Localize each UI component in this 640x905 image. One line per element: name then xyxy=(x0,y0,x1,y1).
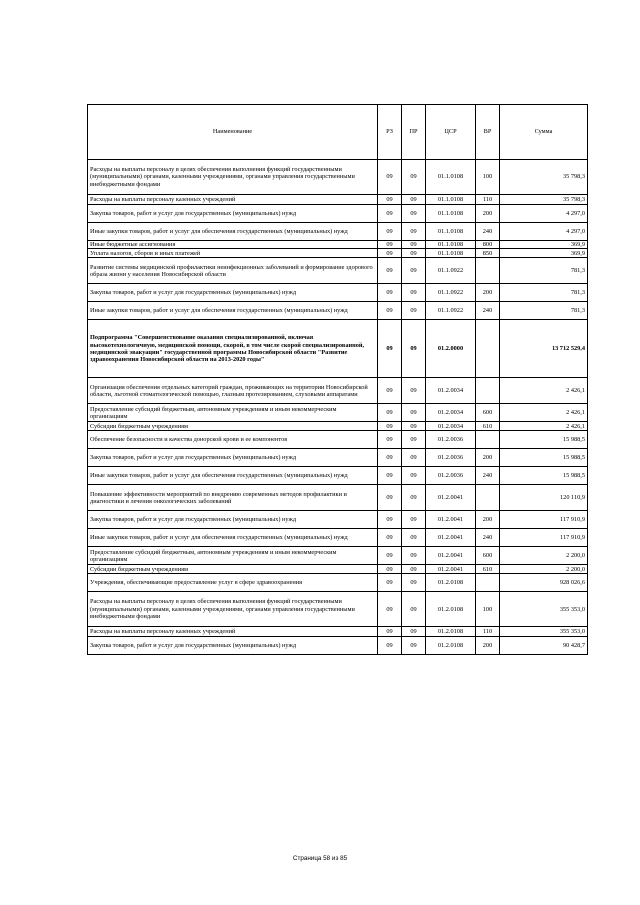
cell-name: Развитие системы медицинской профилактики неинфекционных заболеваний и формирование здорового образа жизни у населения Новосибирской области xyxy=(88,258,378,284)
cell-name: Иные закупки товаров, работ и услуг для обеспечения государственных (муниципальных) нужд xyxy=(88,223,378,241)
cell-sum: 781,3 xyxy=(500,302,588,320)
cell-pr: 09 xyxy=(402,431,426,449)
cell-csr: 01.2.0034 xyxy=(426,404,476,422)
cell-sum: 120 110,9 xyxy=(500,485,588,511)
cell-sum: 781,3 xyxy=(500,284,588,302)
cell-name: Учреждения, обеспечивающие предоставление услуг в сфере здравоохранения xyxy=(88,574,378,592)
header-csr: ЦСР xyxy=(426,105,476,160)
table-row xyxy=(88,547,588,565)
cell-sum: 13 712 529,4 xyxy=(500,320,588,378)
table-row xyxy=(88,223,588,241)
cell-pr: 09 xyxy=(402,449,426,467)
cell-pr: 09 xyxy=(402,547,426,565)
cell-rz: 09 xyxy=(378,637,402,655)
table-row xyxy=(88,592,588,627)
cell-vr: 110 xyxy=(476,195,500,205)
cell-sum: 90 428,7 xyxy=(500,637,588,655)
cell-sum: 4 297,0 xyxy=(500,223,588,241)
cell-vr: 110 xyxy=(476,627,500,637)
table-row xyxy=(88,627,588,637)
cell-rz: 09 xyxy=(378,249,402,258)
cell-csr: 01.2.0041 xyxy=(426,529,476,547)
cell-pr: 09 xyxy=(402,565,426,574)
cell-sum: 2 426,1 xyxy=(500,422,588,431)
cell-rz: 09 xyxy=(378,378,402,404)
cell-vr: 200 xyxy=(476,511,500,529)
cell-pr: 09 xyxy=(402,485,426,511)
cell-vr xyxy=(476,320,500,378)
cell-pr: 09 xyxy=(402,205,426,223)
cell-vr: 200 xyxy=(476,449,500,467)
cell-sum: 15 988,5 xyxy=(500,449,588,467)
cell-pr: 09 xyxy=(402,592,426,627)
table-row xyxy=(88,467,588,485)
cell-name: Уплата налогов, сборов и иных платежей xyxy=(88,249,378,258)
cell-name: Предоставление субсидий бюджетным, автономным учреждениям и иным некоммерческим организациям xyxy=(88,547,378,565)
cell-vr: 240 xyxy=(476,302,500,320)
cell-vr: 600 xyxy=(476,404,500,422)
cell-csr: 01.2.0108 xyxy=(426,637,476,655)
cell-rz: 09 xyxy=(378,258,402,284)
cell-sum: 369,9 xyxy=(500,249,588,258)
table-row xyxy=(88,205,588,223)
cell-csr: 01.1.0108 xyxy=(426,205,476,223)
cell-csr: 01.2.0036 xyxy=(426,449,476,467)
cell-csr: 01.2.0108 xyxy=(426,627,476,637)
table-row xyxy=(88,449,588,467)
cell-vr xyxy=(476,378,500,404)
cell-vr: 100 xyxy=(476,592,500,627)
cell-pr: 09 xyxy=(402,320,426,378)
cell-name: Иные закупки товаров, работ и услуг для обеспечения государственных (муниципальных) нужд xyxy=(88,302,378,320)
cell-pr: 09 xyxy=(402,422,426,431)
cell-csr: 01.1.0108 xyxy=(426,195,476,205)
table-row xyxy=(88,422,588,431)
cell-rz: 09 xyxy=(378,241,402,249)
cell-vr xyxy=(476,258,500,284)
cell-vr: 610 xyxy=(476,565,500,574)
header-pr: ПР xyxy=(402,105,426,160)
cell-vr xyxy=(476,485,500,511)
cell-sum: 117 910,9 xyxy=(500,511,588,529)
cell-csr: 01.2.0108 xyxy=(426,592,476,627)
cell-rz: 09 xyxy=(378,449,402,467)
cell-sum: 35 798,3 xyxy=(500,195,588,205)
table-row xyxy=(88,160,588,195)
cell-csr: 01.2.0034 xyxy=(426,378,476,404)
cell-name: Закупка товаров, работ и услуг для государственных (муниципальных) нужд xyxy=(88,511,378,529)
cell-csr: 01.2.0108 xyxy=(426,574,476,592)
cell-pr: 09 xyxy=(402,160,426,195)
cell-rz: 09 xyxy=(378,627,402,637)
cell-pr: 09 xyxy=(402,637,426,655)
table-row xyxy=(88,431,588,449)
cell-sum: 117 910,9 xyxy=(500,529,588,547)
cell-sum: 2 200,0 xyxy=(500,565,588,574)
cell-name: Расходы на выплаты персоналу в целях обеспечения выполнения функций государственными (муниципальными) органами, казенными учреждениями, органами управления государственными внебюджетными фондами xyxy=(88,592,378,627)
cell-sum: 355 353,0 xyxy=(500,627,588,637)
cell-sum: 355 353,0 xyxy=(500,592,588,627)
cell-rz: 09 xyxy=(378,205,402,223)
cell-sum: 928 026,6 xyxy=(500,574,588,592)
cell-name: Закупка товаров, работ и услуг для государственных (муниципальных) нужд xyxy=(88,449,378,467)
cell-rz: 09 xyxy=(378,547,402,565)
cell-name: Закупка товаров, работ и услуг для государственных (муниципальных) нужд xyxy=(88,284,378,302)
cell-name: Подпрограмма "Совершенствование оказания специализированной, включая высокотехнологичную, медицинской помощи, скорой, в том числе скорой специализированной, медицинской эвакуации" государственной программы Новосибирской области "Развитие здравоохранения Новосибирской области на 2013-2020 годы" xyxy=(88,320,378,378)
cell-vr xyxy=(476,431,500,449)
cell-pr: 09 xyxy=(402,258,426,284)
table-row xyxy=(88,529,588,547)
cell-rz: 09 xyxy=(378,529,402,547)
cell-vr: 100 xyxy=(476,160,500,195)
cell-pr: 09 xyxy=(402,627,426,637)
cell-name: Обеспечение безопасности и качества донорской крови и ее компонентов xyxy=(88,431,378,449)
cell-sum: 2 426,1 xyxy=(500,378,588,404)
cell-pr: 09 xyxy=(402,467,426,485)
table-row xyxy=(88,258,588,284)
cell-rz: 09 xyxy=(378,320,402,378)
table-row xyxy=(88,378,588,404)
cell-rz: 09 xyxy=(378,511,402,529)
header-vr: ВР xyxy=(476,105,500,160)
cell-vr: 240 xyxy=(476,223,500,241)
cell-pr: 09 xyxy=(402,249,426,258)
cell-csr: 01.2.0041 xyxy=(426,485,476,511)
cell-rz: 09 xyxy=(378,284,402,302)
cell-vr: 240 xyxy=(476,529,500,547)
cell-rz: 09 xyxy=(378,574,402,592)
cell-name: Иные закупки товаров, работ и услуг для обеспечения государственных (муниципальных) нужд xyxy=(88,529,378,547)
table-row xyxy=(88,320,588,378)
cell-rz: 09 xyxy=(378,404,402,422)
cell-pr: 09 xyxy=(402,302,426,320)
cell-vr: 600 xyxy=(476,547,500,565)
header-sum: Сумма xyxy=(500,105,588,160)
cell-pr: 09 xyxy=(402,284,426,302)
cell-name: Предоставление субсидий бюджетным, автономным учреждениям и иным некоммерческим организациям xyxy=(88,404,378,422)
table-row xyxy=(88,241,588,249)
table-row xyxy=(88,195,588,205)
cell-csr: 01.2.0041 xyxy=(426,511,476,529)
cell-pr: 09 xyxy=(402,404,426,422)
cell-csr: 01.1.0108 xyxy=(426,241,476,249)
cell-name: Организация обеспечения отдельных категорий граждан, проживающих на территории Новосибирской области, льготной стоматологической помощью, глазным протезированием, слуховыми аппаратами xyxy=(88,378,378,404)
cell-rz: 09 xyxy=(378,485,402,511)
table-row xyxy=(88,302,588,320)
cell-name: Расходы на выплаты персоналу казенных учреждений xyxy=(88,627,378,637)
cell-pr: 09 xyxy=(402,511,426,529)
cell-csr: 01.2.0041 xyxy=(426,565,476,574)
cell-name: Расходы на выплаты персоналу в целях обеспечения выполнения функций государственными (муниципальными) органами, казенными учреждениями, органами управления государственными внебюджетными фондами xyxy=(88,160,378,195)
cell-vr xyxy=(476,574,500,592)
cell-sum: 2 200,0 xyxy=(500,547,588,565)
budget-table xyxy=(87,104,588,655)
cell-sum: 781,3 xyxy=(500,258,588,284)
cell-csr: 01.1.0108 xyxy=(426,223,476,241)
cell-vr: 200 xyxy=(476,637,500,655)
table-row xyxy=(88,485,588,511)
cell-name: Повышение эффективности мероприятий по внедрению современных методов профилактики и диагностики и лечения онкологических заболеваний xyxy=(88,485,378,511)
cell-rz: 09 xyxy=(378,223,402,241)
cell-name: Закупка товаров, работ и услуг для государственных (муниципальных) нужд xyxy=(88,637,378,655)
cell-csr: 01.2.0000 xyxy=(426,320,476,378)
cell-csr: 01.1.0922 xyxy=(426,302,476,320)
cell-rz: 09 xyxy=(378,431,402,449)
cell-sum: 15 988,5 xyxy=(500,467,588,485)
table-row xyxy=(88,249,588,258)
cell-rz: 09 xyxy=(378,592,402,627)
cell-name: Иные закупки товаров, работ и услуг для обеспечения государственных (муниципальных) нужд xyxy=(88,467,378,485)
cell-csr: 01.2.0041 xyxy=(426,547,476,565)
cell-rz: 09 xyxy=(378,195,402,205)
cell-sum: 4 297,0 xyxy=(500,205,588,223)
cell-sum: 15 988,5 xyxy=(500,431,588,449)
cell-rz: 09 xyxy=(378,467,402,485)
cell-sum: 2 426,1 xyxy=(500,404,588,422)
cell-pr: 09 xyxy=(402,195,426,205)
cell-pr: 09 xyxy=(402,529,426,547)
cell-name: Субсидии бюджетным учреждениям xyxy=(88,565,378,574)
cell-vr: 240 xyxy=(476,467,500,485)
cell-csr: 01.2.0036 xyxy=(426,431,476,449)
cell-name: Субсидии бюджетным учреждениям xyxy=(88,422,378,431)
cell-vr: 610 xyxy=(476,422,500,431)
cell-pr: 09 xyxy=(402,241,426,249)
cell-pr: 09 xyxy=(402,574,426,592)
cell-name: Расходы на выплаты персоналу казенных учреждений xyxy=(88,195,378,205)
cell-sum: 369,9 xyxy=(500,241,588,249)
cell-csr: 01.2.0036 xyxy=(426,467,476,485)
cell-sum: 35 798,3 xyxy=(500,160,588,195)
table-row xyxy=(88,284,588,302)
table-row xyxy=(88,574,588,592)
cell-name: Иные бюджетные ассигнования xyxy=(88,241,378,249)
cell-rz: 09 xyxy=(378,302,402,320)
cell-rz: 09 xyxy=(378,422,402,431)
cell-pr: 09 xyxy=(402,223,426,241)
cell-rz: 09 xyxy=(378,160,402,195)
table-row xyxy=(88,565,588,574)
cell-csr: 01.1.0922 xyxy=(426,284,476,302)
table-row xyxy=(88,404,588,422)
cell-vr: 200 xyxy=(476,205,500,223)
table-header-row xyxy=(88,105,588,160)
header-name: Наименование xyxy=(88,105,378,160)
cell-csr: 01.1.0922 xyxy=(426,258,476,284)
page-footer: Страница 58 из 85 xyxy=(292,855,348,862)
cell-csr: 01.1.0108 xyxy=(426,249,476,258)
cell-vr: 800 xyxy=(476,241,500,249)
header-rz: РЗ xyxy=(378,105,402,160)
cell-vr: 850 xyxy=(476,249,500,258)
cell-vr: 200 xyxy=(476,284,500,302)
cell-csr: 01.2.0034 xyxy=(426,422,476,431)
cell-rz: 09 xyxy=(378,565,402,574)
cell-pr: 09 xyxy=(402,378,426,404)
table-row xyxy=(88,511,588,529)
cell-name: Закупка товаров, работ и услуг для государственных (муниципальных) нужд xyxy=(88,205,378,223)
cell-csr: 01.1.0108 xyxy=(426,160,476,195)
table-row xyxy=(88,637,588,655)
